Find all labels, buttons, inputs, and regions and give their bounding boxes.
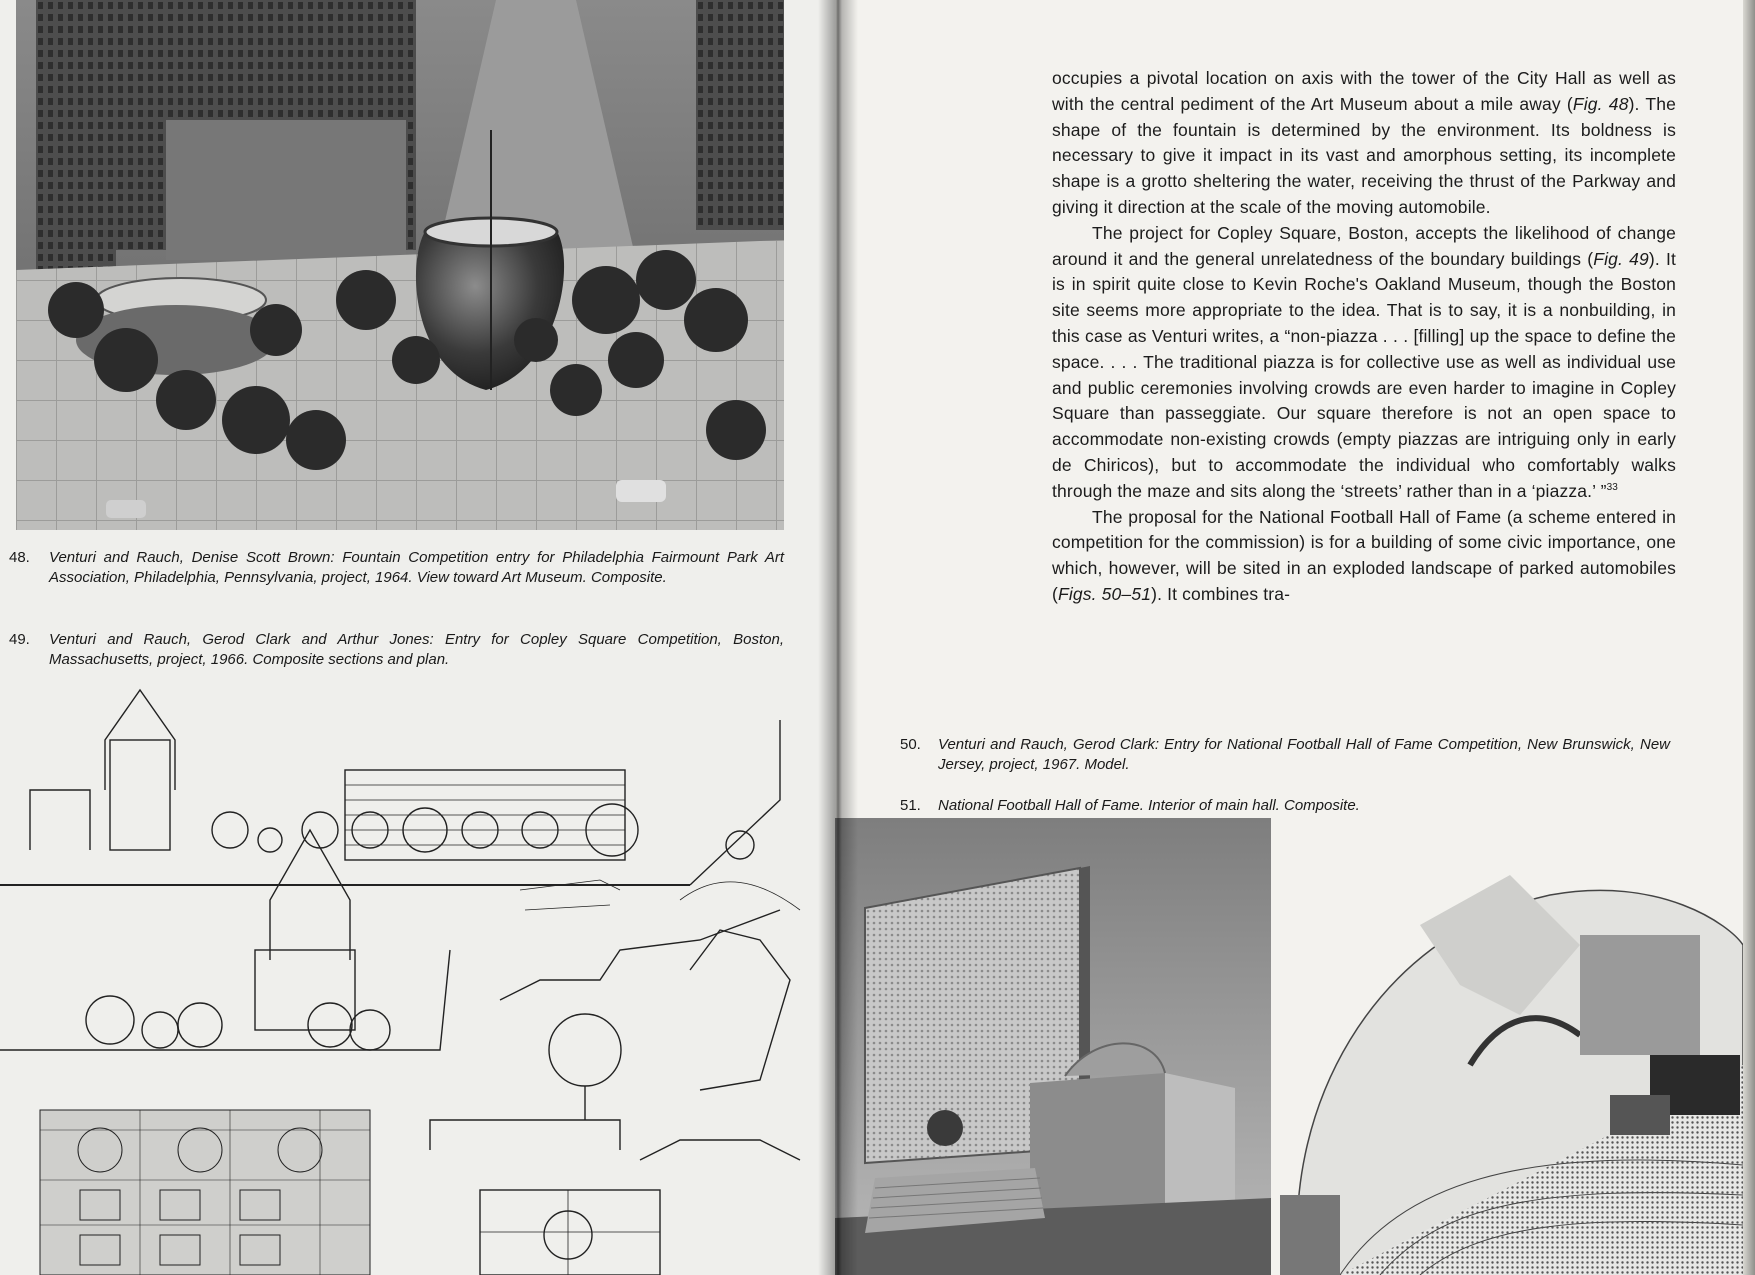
paragraph-3: The proposal for the National Football Hall of Fame (a scheme entered in competition for the commission) is for a building of some civic importance, one which, however, will be sited in an exploded landscape of parked automobiles (Figs. 50–51). It combines tra- [1052, 506, 1676, 604]
figure-ref-48: Fig. 48 [1572, 93, 1629, 114]
figure-49-caption-text: Venturi and Rauch, Gerod Clark and Arthur Jones: Entry for Copley Square Competition, Boston, Massachusetts, project, 1966. Composite sections and plan. [49, 631, 784, 668]
figure-49-drawing [0, 680, 835, 1275]
figure-49-caption [9, 630, 784, 670]
page-edge [1743, 0, 1755, 1275]
figure-49-number: 49. [9, 631, 30, 648]
paragraph-1: occupies a pivotal location on axis with the tower of the City Hall as well as with the central pediment of the Art Museum about a mile away (Fig. 48). The shape of the fountain is determined by the environment. Its boldness is necessary to give it impact in its vast and amorphous setting, its incomplete shape is a grotto sheltering the water, receiving the thrust of the Parkway and giving it direction at the scale of the moving automobile. [1052, 68, 1676, 217]
paragraph-2: The project for Copley Square, Boston, accepts the likelihood of change around it and the general unrelatedness of the boundary buildings (Fig. 49). It is in spirit quite close to Kevin Roche's Oakland Museum, though the Boston site seems more appropriate to the idea. That is to say, it is a nonbuilding, in this case as Venturi writes, a “non-piazza . . . [filling] up the space to define the space. . . . The traditional piazza is for collective use as well as individual use and public ceremonies involving crowds are even harder to imagine in Copley Square than passeggiate. Our square therefore is not an open space to accommodate non-existing crowds (empty piazzas are intriguing only in early de Chiricos), but to accommodate the individual who comfortably walks through the maze and sits along the ‘streets’ rather than in a ‘piazza.’ ”$^{33}$ [1052, 222, 1676, 501]
figure-50-caption [900, 735, 1670, 775]
body-text [1052, 66, 1676, 608]
figure-48-number: 48. [9, 549, 30, 566]
figure-50-number: 50. [900, 736, 921, 753]
figure-51-caption [900, 796, 1670, 816]
footnote-marker: 33 [1606, 481, 1618, 493]
figure-48-photo [16, 0, 784, 530]
left-page [0, 0, 835, 1275]
figure-51-caption-text: National Football Hall of Fame. Interior of main hall. Composite. [938, 797, 1360, 814]
figure-48-caption [9, 548, 784, 588]
figure-50-caption-text: Venturi and Rauch, Gerod Clark: Entry for National Football Hall of Fame Competition, New Brunswick, New Jersey, project, 1967. Model. [938, 736, 1670, 773]
figure-51-number: 51. [900, 797, 921, 814]
figure-51-collage [1280, 865, 1743, 1275]
figure-50-model-photo [835, 818, 1271, 1275]
figure-ref-50-51: Figs. 50–51 [1057, 583, 1152, 604]
figure-ref-49: Fig. 49 [1593, 248, 1649, 269]
figure-48-caption-text: Venturi and Rauch, Denise Scott Brown: Fountain Competition entry for Philadelphia Fairmount Park Art Association, Philadelphia, Pennsylvania, project, 1964. View toward Art Museum. Composite. [49, 549, 784, 586]
